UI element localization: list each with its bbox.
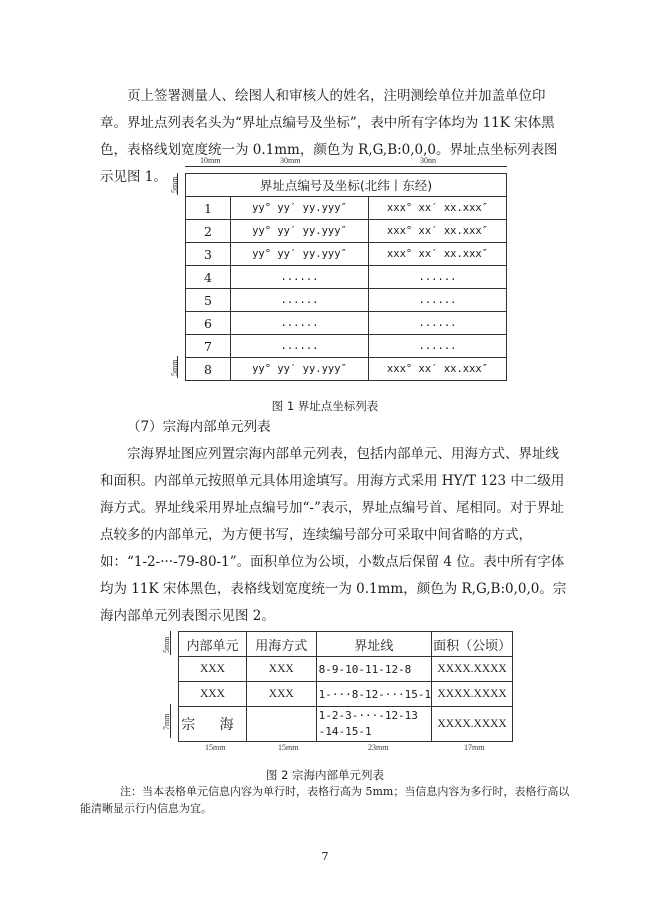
body-paragraph-2: 宗海界址图应列置宗海内部单元列表，包括内部单元、用海方式、界址线和面积。内部单元按照单元具体用途填写。用海方式采用 HY/T 123 中二级用海方式。界址线采用界址点编号加“-”表示，界址点编号首、尾相同。对于界址点较多的内部单元，为方便书写，连续编号部分可采取中间省略的方式，如：“1-2-···-79-80-1”。面积单位为公顷，小数点后保留 4 位。表中所有字体均为 11K 宋体黑色，表格线划宽度统一为 0.1mm，颜色为 R,G,B:0,0,0。宗海内部单元列表图示见图 2。: [100, 446, 567, 624]
column-header: 用海方式: [246, 632, 316, 657]
latitude-cell: ......: [231, 335, 369, 358]
latitude-cell: yy° yy′ yy.yyy″: [231, 197, 369, 220]
table-header-row: [186, 174, 507, 197]
unit-cell: XXX: [179, 657, 247, 682]
page-number: 7: [321, 850, 329, 863]
longitude-cell: xxx° xx′ xx.xxx″: [369, 220, 507, 243]
table-header-row: [179, 632, 513, 657]
table-row: [186, 358, 507, 381]
body-paragraph-1: 页上签署测量人、绘图人和审核人的姓名，注明测绘单位并加盖单位印章。界址点列表名头为“界址点编号及坐标”，表中所有字体均为 11K 宋体黑色，表格线划宽度统一为 0.1mm，颜色为 R,G,B:0,0,0。界址点坐标列表图示见图 1。: [100, 88, 558, 185]
longitude-cell: xxx° xx′ xx.xxx″: [369, 243, 507, 266]
method-cell: [246, 707, 316, 742]
longitude-cell: xxx° xx′ xx.xxx″: [369, 197, 507, 220]
latitude-cell: yy° yy′ yy.yyy″: [231, 220, 369, 243]
column-header: 面积（公顷）: [432, 632, 513, 657]
boundary-line-cell: 1-···8-12-···15-1: [316, 682, 432, 707]
point-number: 2: [186, 220, 231, 243]
point-number: 1: [186, 197, 231, 220]
latitude-cell: yy° yy′ yy.yyy″: [231, 358, 369, 381]
point-number: 5: [186, 289, 231, 312]
table-row: [186, 197, 507, 220]
dimension-label: 17mm: [464, 743, 485, 752]
longitude-cell: ......: [369, 266, 507, 289]
point-number: 7: [186, 335, 231, 358]
table-row: [186, 220, 507, 243]
point-number: 4: [186, 266, 231, 289]
latitude-cell: ......: [231, 289, 369, 312]
dimension-label: 10mm: [200, 156, 221, 165]
latitude-cell: ......: [231, 312, 369, 335]
boundary-line-part: 1-2-3-···-12-13: [318, 709, 418, 722]
boundary-line-cell: 8-9-10-11-12-8: [316, 657, 432, 682]
dimension-label: 5mm: [170, 176, 179, 193]
dimension-label: 23mm: [368, 743, 389, 752]
point-number: 8: [186, 358, 231, 381]
dimension-label: 30mm: [280, 156, 301, 165]
point-number: 6: [186, 312, 231, 335]
table-row: [186, 335, 507, 358]
section-heading: （7）宗海内部单元列表: [127, 419, 271, 435]
dimension-label: 15mm: [205, 743, 226, 752]
unit-cell: XXX: [179, 682, 247, 707]
table-header: 界址点编号及坐标(北纬丨东经): [186, 174, 507, 197]
longitude-cell: xxx° xx′ xx.xxx″: [369, 358, 507, 381]
longitude-cell: ......: [369, 335, 507, 358]
area-cell: XXXX.XXXX: [432, 657, 513, 682]
note: 注：当本表格单元信息内容为单行时，表格行高为 5mm；当信息内容为多行时，表格行高以能清晰显示行内信息为宜。: [80, 785, 570, 815]
boundary-point-table: [185, 173, 507, 381]
area-cell: XXXX.XXXX: [432, 707, 513, 742]
dimension-label: 30nn: [420, 156, 436, 165]
dimension-line: [185, 166, 507, 167]
longitude-cell: ......: [369, 312, 507, 335]
latitude-cell: yy° yy′ yy.yyy″: [231, 243, 369, 266]
figure-2-caption: 图 2 宗海内部单元列表: [265, 768, 385, 782]
dimension-label: 15mm: [278, 743, 299, 752]
boundary-line-cell: [316, 707, 432, 742]
point-number: 3: [186, 243, 231, 266]
figure-1-caption: 图 1 界址点坐标列表: [271, 399, 379, 413]
table-row: [186, 312, 507, 335]
internal-unit-table: [178, 631, 513, 742]
table-row: [179, 682, 513, 707]
unit-cell: 宗 海: [179, 707, 247, 742]
column-header: 内部单元: [179, 632, 247, 657]
latitude-cell: ......: [231, 266, 369, 289]
table-row: [186, 266, 507, 289]
method-cell: XXX: [246, 657, 316, 682]
dimension-label: 5mm: [162, 636, 171, 653]
table-row: [186, 289, 507, 312]
table-row: [179, 707, 513, 742]
table-row: [186, 243, 507, 266]
column-header: 界址线: [316, 632, 432, 657]
table-row: [179, 657, 513, 682]
area-cell: XXXX.XXXX: [432, 682, 513, 707]
method-cell: XXX: [246, 682, 316, 707]
dimension-label: 5mm: [170, 359, 179, 376]
longitude-cell: ......: [369, 289, 507, 312]
dimension-label: 7mm: [162, 713, 171, 730]
boundary-line-part: -14-15-1: [318, 725, 372, 738]
